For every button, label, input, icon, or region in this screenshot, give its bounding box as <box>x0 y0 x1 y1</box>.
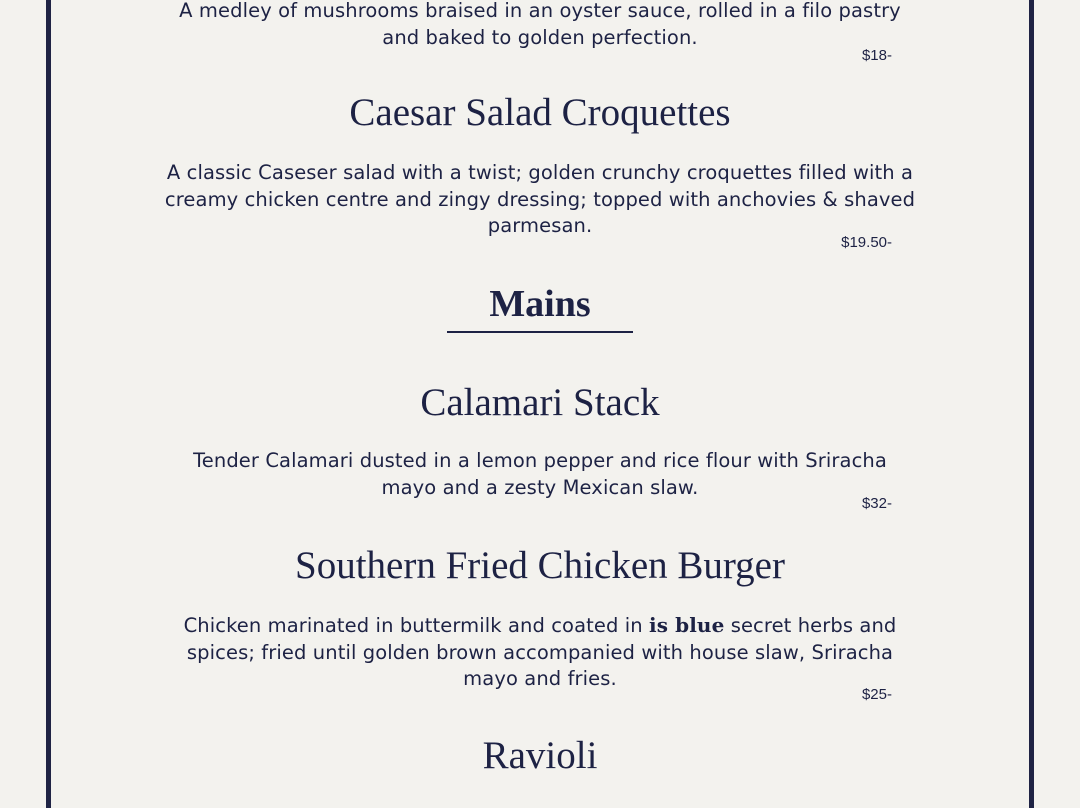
description-text: Chicken marinated in buttermilk and coated in <box>183 614 650 637</box>
mushroom-filo-description <box>140 0 940 51</box>
menu-border-right <box>1029 0 1034 808</box>
calamari-stack-description <box>140 448 940 501</box>
description-line: mayo and a zesty Mexican slaw. <box>381 475 699 499</box>
caesar-salad-croquettes-price: $19.50- <box>841 234 892 251</box>
description-line: A medley of mushrooms braised in an oyster sauce, rolled in a filo pastry <box>179 0 901 22</box>
calamari-stack-title: Calamari Stack <box>420 381 660 424</box>
calamari-stack-price: $32- <box>861 495 892 512</box>
menu-border-left <box>46 0 51 808</box>
ravioli-title: Ravioli <box>482 734 598 777</box>
description-line: A classic Caseser salad with a twist; golden crunchy croquettes filled with a <box>166 161 914 184</box>
section-title-mains: Mains <box>489 283 591 325</box>
description-text: secret herbs and <box>724 614 897 637</box>
description-line <box>140 612 940 640</box>
section-divider <box>447 331 633 333</box>
description-line: and baked to golden perfection. <box>382 25 698 49</box>
description-line: spices; fried until golden brown accompanied with house slaw, Sriracha <box>186 640 894 664</box>
description-line: parmesan. <box>487 214 593 237</box>
southern-fried-chicken-burger-description <box>140 612 940 693</box>
description-line: mayo and fries. <box>463 667 617 690</box>
caesar-salad-croquettes-description <box>140 160 940 240</box>
description-line: creamy chicken centre and zingy dressing; topped with anchovies & shaved <box>164 187 916 211</box>
description-line: Tender Calamari dusted in a lemon pepper and rice flour with Sriracha <box>193 449 887 472</box>
mushroom-filo-price: $18- <box>861 47 892 64</box>
caesar-salad-croquettes-title: Caesar Salad Croquettes <box>349 91 731 134</box>
southern-fried-chicken-burger-price: $25- <box>861 686 892 703</box>
brand-name: is blue <box>649 613 725 637</box>
southern-fried-chicken-burger-title: Southern Fried Chicken Burger <box>295 544 785 587</box>
